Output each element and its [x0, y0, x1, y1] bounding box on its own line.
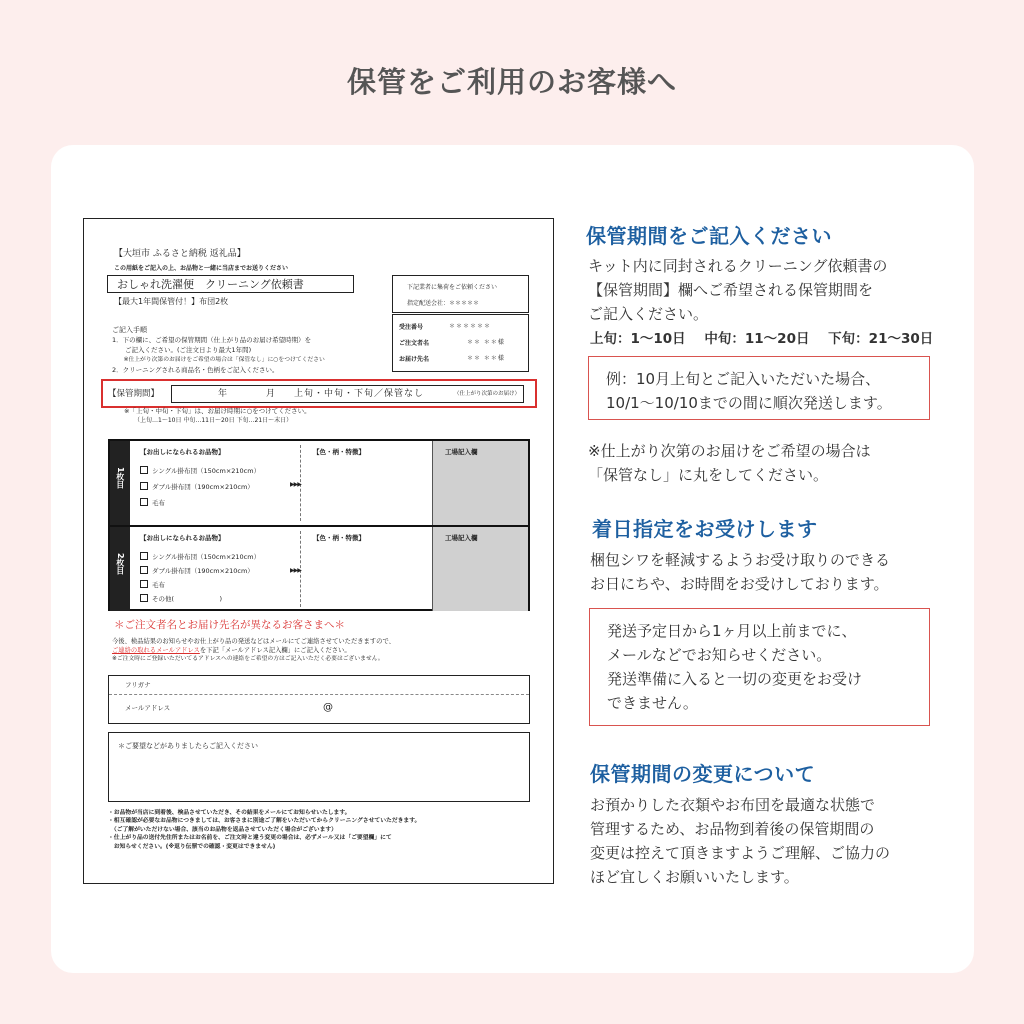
item-table	[108, 439, 530, 611]
item-checkbox[interactable]: ダブル掛布団（190cm×210cm）	[140, 566, 254, 576]
form-note: （ご了解がいただけない場合、該当のお品物を返品させていただく場合がございます）	[108, 826, 337, 833]
color-column-label: 【色・柄・特徴】	[313, 534, 365, 542]
storage-period-field[interactable]	[171, 385, 524, 403]
storage-period-label: 【保管期間】	[108, 389, 160, 399]
carrier-name: 指定配送会社：＊＊＊＊＊	[407, 300, 480, 307]
arrow-icon: ▶▶▶	[290, 481, 301, 488]
form-note: ・仕上がり品の送付先住所またはお名前を、ご注文時と違う変更の場合は、必ずメール又は「ご要望欄」にて	[108, 835, 392, 842]
section-text: 梱包シワを軽減するようお受け取りのできる	[590, 551, 891, 569]
example-box	[588, 356, 930, 420]
warning-email-instruction: を下記「メールアドレス記入欄」にご記入ください。	[199, 647, 351, 654]
warning-email-emphasis: ご連絡の取れるメールアドレス	[112, 647, 200, 654]
recipient-name-label: お届け先名	[399, 356, 430, 363]
item-checkbox[interactable]: その他( )	[140, 594, 222, 604]
period-year: 年	[218, 389, 228, 399]
factory-column-label: 工場記入欄	[445, 448, 478, 456]
dekad-definitions	[590, 327, 933, 347]
section-text: お日にちや、お時間をお受けしております。	[590, 575, 889, 593]
example-line: 例：10月上旬とご記入いただいた場合、	[606, 370, 881, 388]
step-line: ※仕上がり次第のお届けをご希望の場合は「保管なし」に○をつけてください	[112, 357, 325, 363]
at-mark: @	[323, 702, 333, 713]
recipient-name-value: ＊＊ ＊＊様	[467, 355, 505, 362]
orderer-name-label: ご注文者名	[399, 340, 430, 347]
factory-column-label: 工場記入欄	[445, 534, 478, 542]
row-side-label: 2枚目	[115, 553, 125, 575]
section-text: 管理するため、お品物到着後の保管期間の	[590, 820, 875, 838]
period-note: ※「上旬・中旬・下旬」は、お届け時期に○をつけてください。	[124, 407, 311, 415]
section-title-delivery-date: 着日指定をお受けします	[592, 517, 818, 541]
page-title: 保管をご利用のお客様へ	[346, 65, 677, 99]
table-row-side-2	[110, 527, 130, 611]
delivery-notice-box	[589, 608, 930, 726]
section-title-storage-period: 保管期間をご記入ください	[586, 224, 832, 248]
warning-line: 今後、検品結果のお知らせやお仕上がり品の発送などはメールにてご連絡させていただきますので、	[112, 638, 395, 645]
carrier-instruction: 下記業者に集荷をご依頼ください	[407, 284, 498, 291]
email-entry-box	[108, 675, 530, 724]
form-title: おしゃれ洗濯便 クリーニング依頼書	[107, 275, 354, 293]
notice-line: 発送準備に入ると一切の変更をお受け	[607, 670, 863, 688]
dekad-late: 下旬：21～30日	[828, 331, 934, 347]
form-note: ・お品物が当店に到着後、検品させていただき、その結果をメールにてお知らせいたします。	[108, 810, 351, 816]
factory-column-1	[432, 441, 528, 525]
item-checkbox[interactable]: シングル掛布団（150cm×210cm）	[140, 552, 260, 562]
items-column-label: 【お出しになられるお品物】	[140, 534, 225, 542]
section-text: ご記入ください。	[588, 305, 709, 323]
steps-heading: ご記入手順	[112, 326, 147, 334]
item-checkbox[interactable]: ダブル掛布団（190cm×210cm）	[140, 482, 254, 492]
section-note: ※仕上がり次第のお届けをご希望の場合は	[588, 442, 871, 460]
order-number-value: ＊＊＊＊＊＊	[449, 323, 492, 330]
period-month: 月	[266, 389, 276, 399]
notice-line: できません。	[607, 694, 698, 712]
carrier-box	[392, 275, 529, 313]
dekad-middle: 中旬：11～20日	[704, 331, 810, 347]
form-note: ・相互確認が必要なお品物につきましては、お客さまに別途ご了解をいただいてからクリーニングさせていただきます。	[108, 818, 421, 825]
form-header: 【大垣市 ふるさと納税 返礼品】	[114, 249, 246, 259]
factory-column-2	[432, 527, 528, 611]
order-info-box	[392, 314, 529, 372]
form-subheader: この用紙をご記入の上、お品物と一緒に当店までお送りください	[114, 265, 289, 272]
row-side-label: 1枚目	[115, 467, 125, 489]
item-checkbox[interactable]: シングル掛布団（150cm×210cm）	[140, 466, 260, 476]
form-note: お知らせください。(※返り伝票での確認・変更はできません)	[108, 843, 276, 850]
dekad-early: 上旬：1～10日	[590, 331, 686, 347]
arrow-icon: ▶▶▶	[290, 567, 301, 574]
step-line: 2．クリーニングされる商品名・色柄をご記入ください。	[112, 366, 279, 374]
section-title-period-change: 保管期間の変更について	[590, 762, 816, 786]
cleaning-request-form	[83, 218, 554, 884]
row-divider	[110, 525, 528, 527]
dashed-separator	[109, 694, 529, 695]
request-label: ＊ご要望などがありましたらご記入ください	[118, 742, 258, 750]
request-box[interactable]	[108, 732, 530, 802]
warning-line	[112, 647, 351, 655]
example-line: 10/1～10/10までの間に順次発送します。	[606, 394, 892, 412]
section-text: ほど宜しくお願いいたします。	[590, 868, 799, 886]
form-capacity: 【最大1年間保管付！】布団2枚	[114, 297, 229, 306]
color-column-label: 【色・柄・特徴】	[313, 448, 365, 456]
warning-line: ※ご注文時にご登録いただいてるアドレスへの連絡をご希望の方はご記入いただく必要はございません。	[112, 656, 384, 662]
items-column-label: 【お出しになられるお品物】	[140, 448, 225, 456]
period-small-note: （仕上がり次第のお届け）	[454, 391, 521, 397]
notice-line: 発送予定日から1ヶ月以上前までに、	[607, 622, 857, 640]
step-line: ご記入ください。(ご注文日より最大1年間)	[112, 346, 252, 354]
orderer-name-value: ＊＊ ＊＊様	[467, 339, 505, 346]
section-note: 「保管なし」に丸をしてください。	[588, 466, 829, 484]
furigana-label: フリガナ	[125, 681, 151, 689]
period-note-dekads: （上旬…1～10日 中旬…11日～20日 下旬…21日～末日）	[134, 417, 293, 424]
section-text: キット内に同封されるクリーニング依頼書の	[588, 257, 888, 275]
form-notes	[108, 809, 420, 851]
email-label: メールアドレス	[125, 704, 171, 712]
section-text: 【保管期間】欄へご希望される保管期間を	[588, 281, 874, 299]
table-row-side-1	[110, 441, 130, 525]
different-recipient-warning: ＊ご注文者名とお届け先名が異なるお客さまへ＊	[114, 619, 345, 631]
section-text: 変更は控えて頂きますようご理解、ご協力の	[590, 844, 891, 862]
step-line: 1．下の欄に、ご希望の保管期間（仕上がり品のお届け希望時期）を	[112, 336, 312, 344]
order-number-label: 受注番号	[399, 324, 424, 331]
notice-line: メールなどでお知らせください。	[607, 646, 832, 664]
storage-period-highlight	[101, 379, 537, 408]
item-checkbox[interactable]: 毛布	[140, 580, 165, 590]
period-options: 上旬・中旬・下旬／保管なし	[294, 389, 425, 399]
section-text: お預かりした衣類やお布団を最適な状態で	[590, 796, 876, 814]
item-checkbox[interactable]: 毛布	[140, 498, 165, 508]
